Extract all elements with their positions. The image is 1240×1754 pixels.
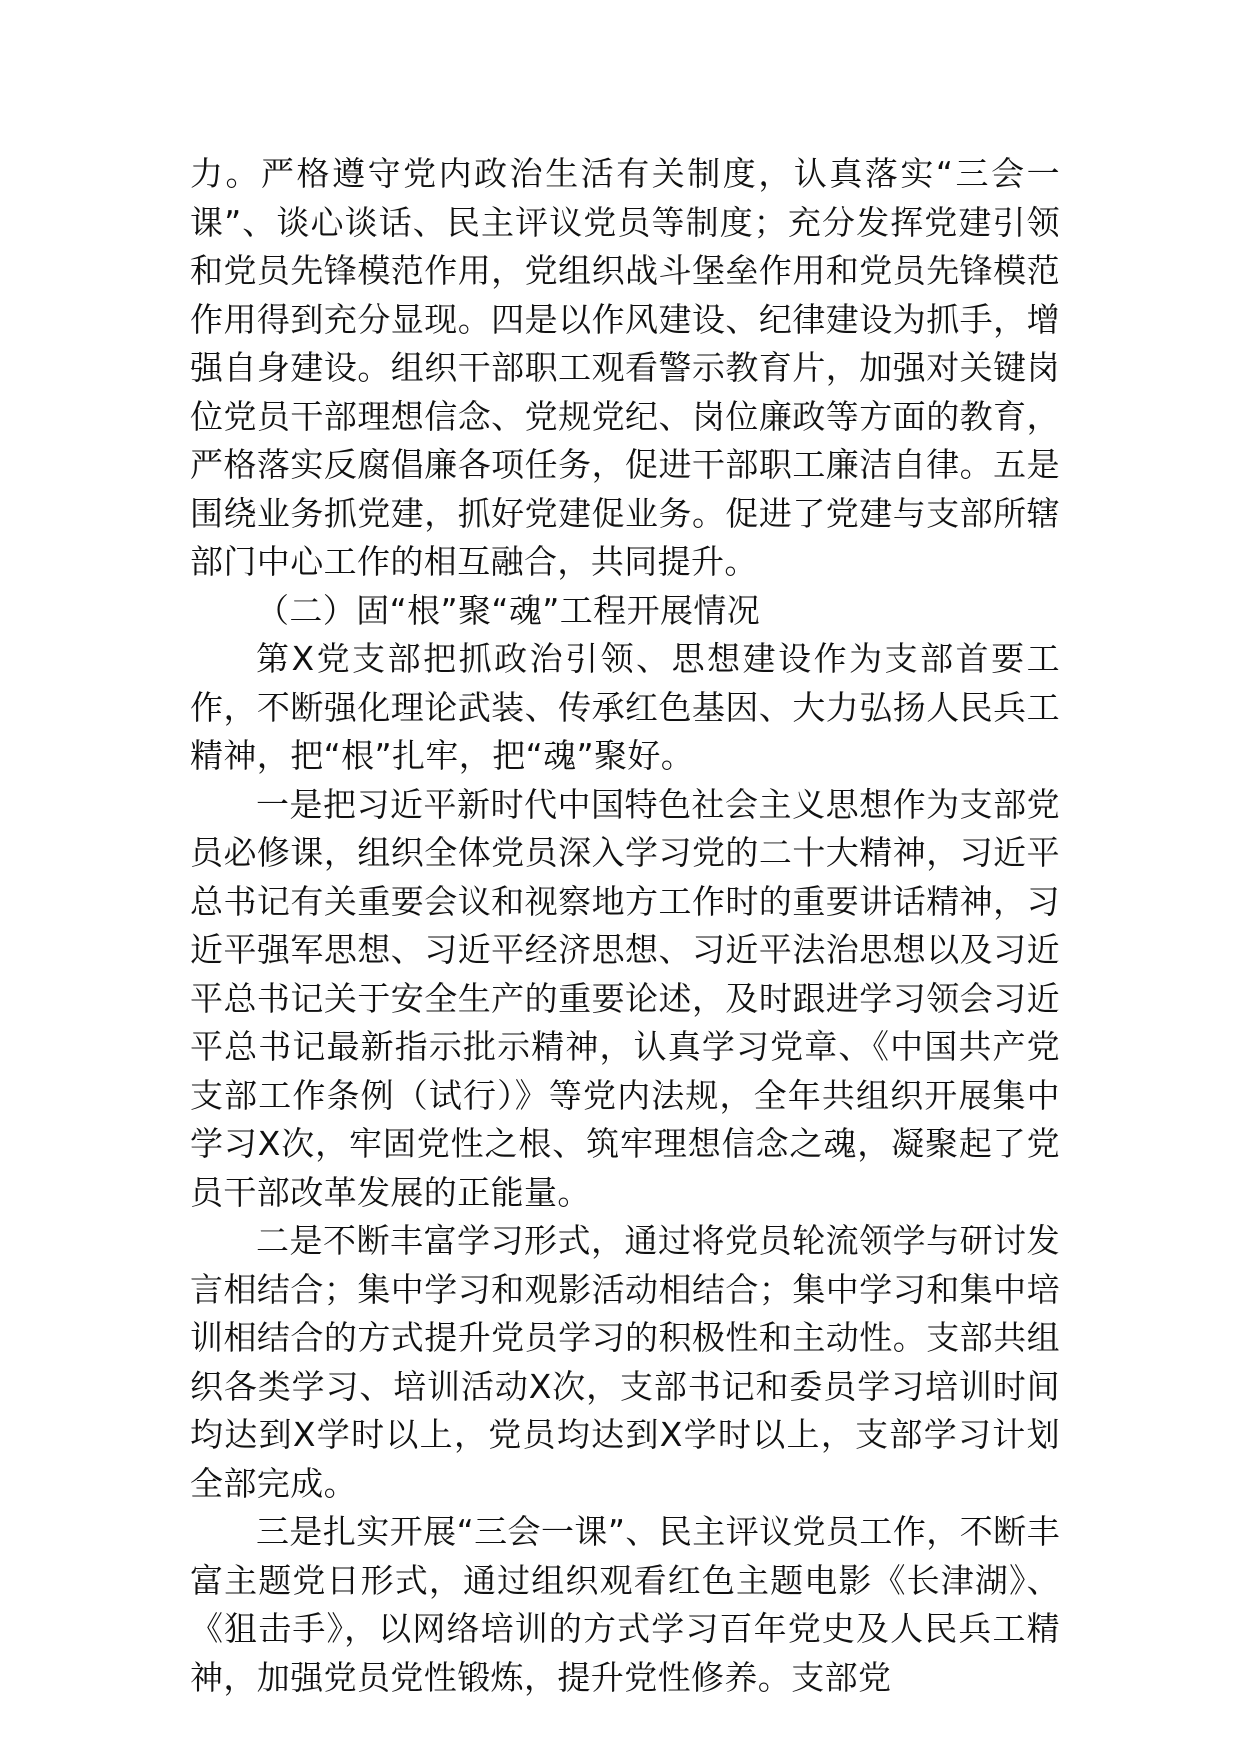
paragraph-intro: 第X党支部把抓政治引领、思想建设作为支部首要工作，不断强化理论武装、传承红色基因、大力弘扬人民兵工精神，把“根”扎牢，把“魂”聚好。 <box>190 639 1060 775</box>
paragraph-point-three: 三是扎实开展“三会一课”、民主评议党员工作，不断丰富主题党日形式，通过组织观看红色主题电影《长津湖》、《狙击手》，以网络培训的方式学习百年党史及人民兵工精神，加强党员党性锻炼，提升党性修养。支部党 <box>190 1512 1060 1697</box>
document-body <box>190 150 1060 1702</box>
paragraph-continuation: 力。严格遵守党内政治生活有关制度，认真落实“三会一课”、谈心谈话、民主评议党员等制度；充分发挥党建引领和党员先锋模范作用，党组织战斗堡垒作用和党员先锋模范作用得到充分显现。四是以作风建设、纪律建设为抓手，增强自身建设。组织干部职工观看警示教育片，加强对关键岗位党员干部理想信念、党规党纪、岗位廉政等方面的教育，严格落实反腐倡廉各项任务，促进干部职工廉洁自律。五是围绕业务抓党建，抓好党建促业务。促进了党建与支部所辖部门中心工作的相互融合，共同提升。 <box>190 154 1060 581</box>
section-heading: （二）固“根”聚“魂”工程开展情况 <box>256 590 761 630</box>
paragraph-point-one: 一是把习近平新时代中国特色社会主义思想作为支部党员必修课，组织全体党员深入学习党的二十大精神，习近平总书记有关重要会议和视察地方工作时的重要讲话精神，习近平强军思想、习近平经济思想、习近平法治思想以及习近平总书记关于安全生产的重要论述，及时跟进学习领会习近平总书记最新指示批示精神，认真学习党章、《中国共产党支部工作条例（试行）》等党内法规，全年共组织开展集中学习X次，牢固党性之根、筑牢理想信念之魂，凝聚起了党员干部改革发展的正能量。 <box>190 784 1060 1212</box>
paragraph-point-two: 二是不断丰富学习形式，通过将党员轮流领学与研讨发言相结合；集中学习和观影活动相结合；集中学习和集中培训相结合的方式提升党员学习的积极性和主动性。支部共组织各类学习、培训活动X次，支部书记和委员学习培训时间均达到X学时以上，党员均达到X学时以上，支部学习计划全部完成。 <box>190 1221 1060 1503</box>
